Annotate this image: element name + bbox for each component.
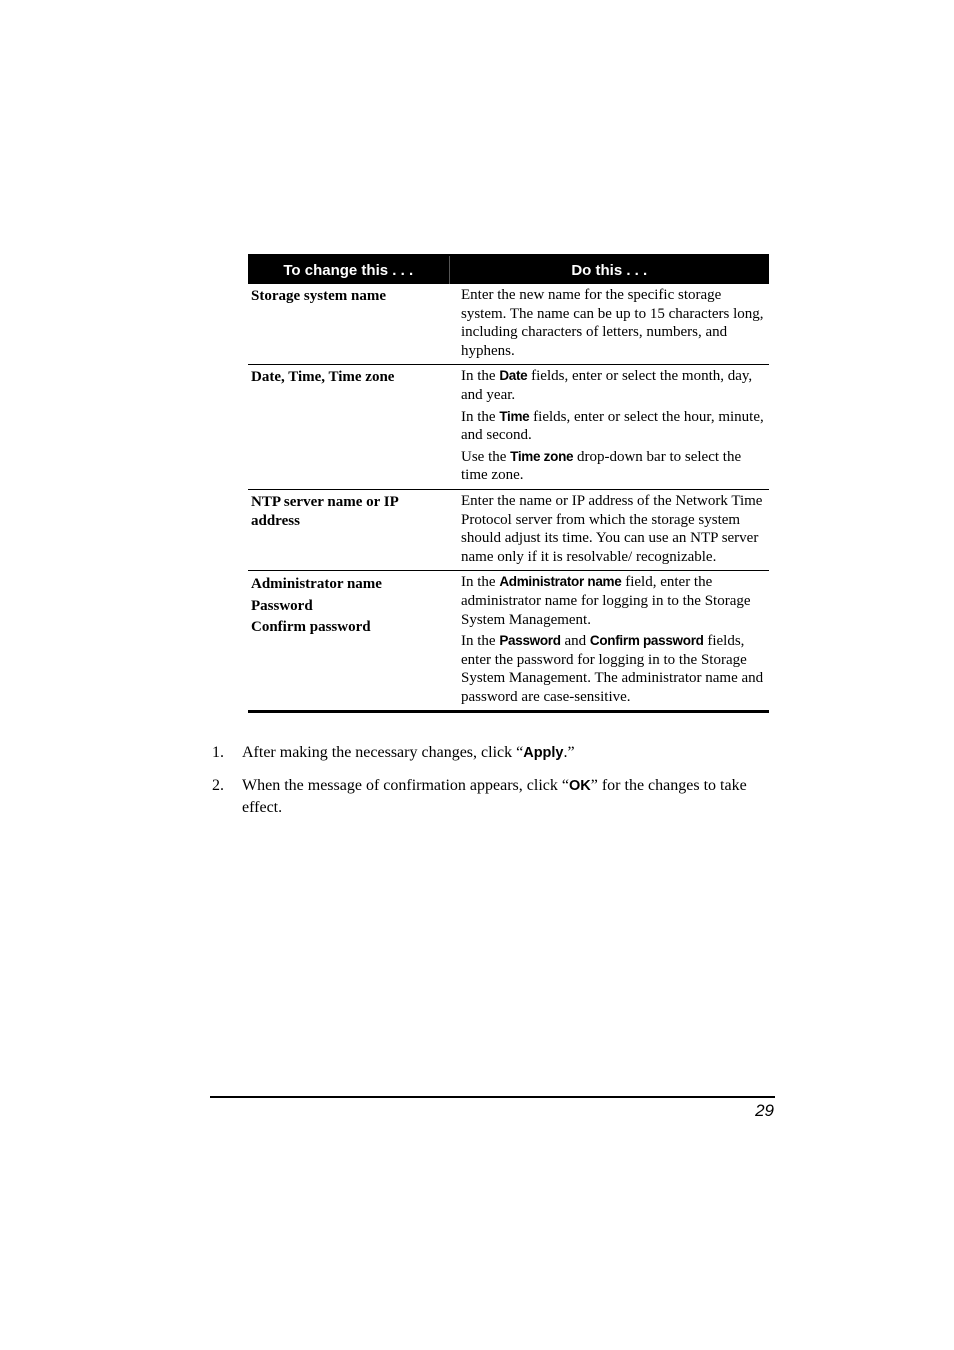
table-header-row (248, 255, 769, 284)
instruction-text: In the (461, 408, 500, 425)
step-text: After making the necessary changes, click “ (242, 744, 524, 761)
instruction-text: In the (461, 633, 500, 650)
ui-button-name: OK (568, 778, 591, 794)
instruction-paragraph (461, 492, 767, 566)
step-text: .” (563, 744, 575, 761)
ui-field-name: Administrator name (499, 574, 622, 590)
instruction-paragraph (461, 367, 767, 404)
setting-name-cell (248, 489, 449, 570)
step-item (212, 775, 772, 818)
instruction-text: In the (461, 574, 500, 591)
instruction-text: Enter the name or IP address of the Network Time Protocol server from which the storage system should adjust its time. You can use an NTP server name only if it is resolvable/ recognizable. (461, 492, 763, 565)
ui-field-name: Password (499, 633, 561, 649)
instruction-text: Use the (461, 448, 511, 465)
step-number: 2. (212, 777, 224, 794)
setting-name: Password (251, 597, 313, 614)
instruction-text: fields, enter the password for logging in to the Storage System Management. The administrator name and password are case-sensitive. (461, 633, 764, 705)
ui-field-name: Time (499, 408, 530, 424)
ui-field-name: Time zone (510, 448, 574, 464)
instruction-cell (449, 284, 769, 365)
instruction-paragraph (461, 632, 767, 706)
table-row (248, 571, 769, 712)
instruction-cell (449, 489, 769, 570)
setting-name-cell (248, 365, 449, 490)
setting-name: Administrator name (251, 576, 382, 593)
instruction-text: and (560, 633, 590, 650)
column-header-change: To change this . . . (248, 255, 449, 284)
table-body (248, 284, 769, 712)
step-number: 1. (212, 744, 224, 761)
setting-name: Confirm password (251, 619, 371, 636)
table-row (248, 284, 769, 365)
setting-name-cell (248, 571, 449, 712)
ui-field-name: Confirm password (589, 633, 704, 649)
table-row (248, 365, 769, 490)
footer-rule (210, 1096, 775, 1098)
instruction-cell (449, 365, 769, 490)
step-text: When the message of confirmation appears, click “ (242, 777, 569, 794)
setting-name: Date, Time, Time zone (251, 369, 395, 386)
instruction-paragraph (461, 286, 767, 360)
instruction-paragraph (461, 448, 767, 485)
instruction-text: Enter the new name for the specific storage system. The name can be up to 15 characters long, including characters of letters, numbers, and hyphens. (461, 287, 764, 359)
step-item (212, 742, 772, 764)
instruction-paragraph (461, 573, 767, 629)
ui-button-name: Apply (523, 745, 564, 761)
page-number: 29 (755, 1101, 774, 1120)
instruction-text: fields, enter or select the month, day, and year. (461, 368, 753, 403)
setting-name: NTP server name or IP address (251, 493, 398, 529)
instruction-text: In the (461, 368, 500, 385)
instruction-paragraph (461, 408, 767, 445)
instruction-text: field, enter the administrator name for logging in to the Storage System Management. (461, 574, 751, 628)
instruction-text: drop-down bar to select the time zone. (461, 448, 742, 484)
instruction-cell (449, 571, 769, 712)
setting-name-cell (248, 284, 449, 365)
instruction-text: fields, enter or select the hour, minute, and second. (461, 408, 764, 444)
settings-table (248, 254, 769, 713)
table-row (248, 489, 769, 570)
ui-field-name: Date (499, 368, 528, 384)
steps-list (212, 742, 772, 829)
column-header-action: Do this . . . (449, 255, 769, 284)
setting-name: Storage system name (251, 288, 386, 304)
step-text: ” for the changes to take effect. (242, 777, 747, 816)
